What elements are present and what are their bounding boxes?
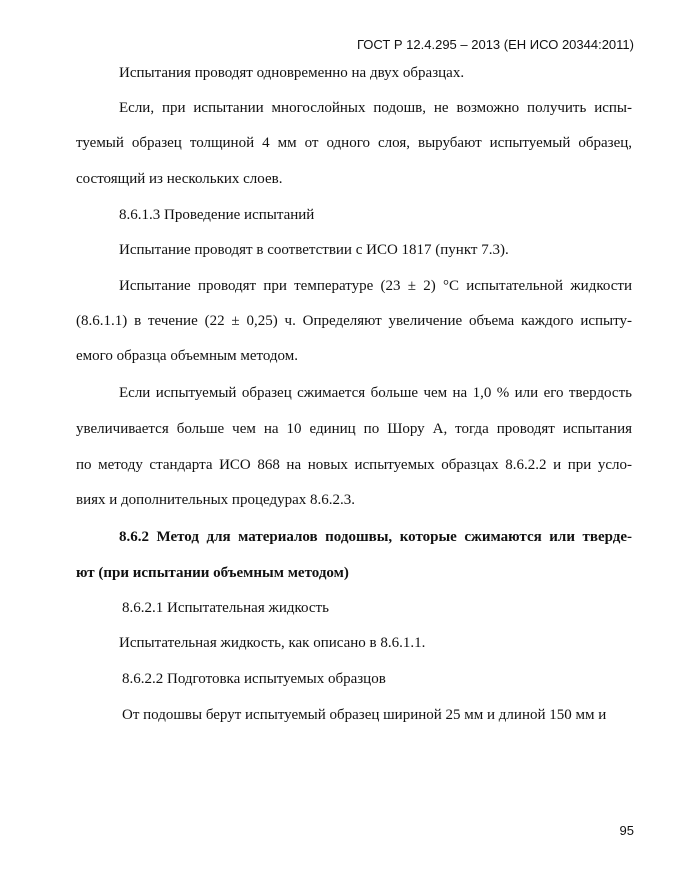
paragraph-line: Испытание проводят в соответствии с ИСО 1817 (пункт 7.3). [119,242,509,258]
section-heading-8-6-2-continued: ют (при испытании объемным методом) [76,565,349,581]
section-heading-8-6-2-1: 8.6.2.1 Испытательная жидкость [122,600,329,616]
paragraph-line: состоящий из нескольких слоев. [76,171,283,187]
paragraph-line: увеличивается больше чем на 10 единиц по Шору А, тогда проводят испытания [76,421,632,437]
paragraph-line: Если, при испытании многослойных подошв, не возможно получить испы- [119,100,632,116]
paragraph-line: От подошвы берут испытуемый образец шириной 25 мм и длиной 150 мм и [122,707,607,723]
paragraph-line: по методу стандарта ИСО 868 на новых испытуемых образцах 8.6.2.2 и при усло- [76,457,632,473]
section-heading-8-6-2: 8.6.2 Метод для материалов подошвы, которые сжимаются или тверде- [119,529,632,545]
paragraph-line: виях и дополнительных процедурах 8.6.2.3. [76,492,355,508]
paragraph-line: туемый образец толщиной 4 мм от одного слоя, вырубают испытуемый образец, [76,135,632,151]
page-number: 95 [619,823,634,838]
paragraph-line: Испытания проводят одновременно на двух образцах. [119,65,465,81]
document-header-standard: ГОСТ Р 12.4.295 – 2013 (ЕН ИСО 20344:2011) [356,37,634,52]
paragraph-line: Если испытуемый образец сжимается больше чем на 1,0 % или его твердость [119,385,632,401]
paragraph-line: Испытательная жидкость, как описано в 8.6.1.1. [119,635,426,651]
paragraph-line: (8.6.1.1) в течение (22 ± 0,25) ч. Определяют увеличение объема каждого испыту- [76,313,632,329]
section-heading-8-6-2-2: 8.6.2.2 Подготовка испытуемых образцов [122,671,386,687]
section-heading-8-6-1-3: 8.6.1.3 Проведение испытаний [119,207,315,223]
paragraph-line: Испытание проводят при температуре (23 ± 2) °С испытательной жидкости [119,278,632,294]
paragraph-line: емого образца объемным методом. [76,348,299,364]
